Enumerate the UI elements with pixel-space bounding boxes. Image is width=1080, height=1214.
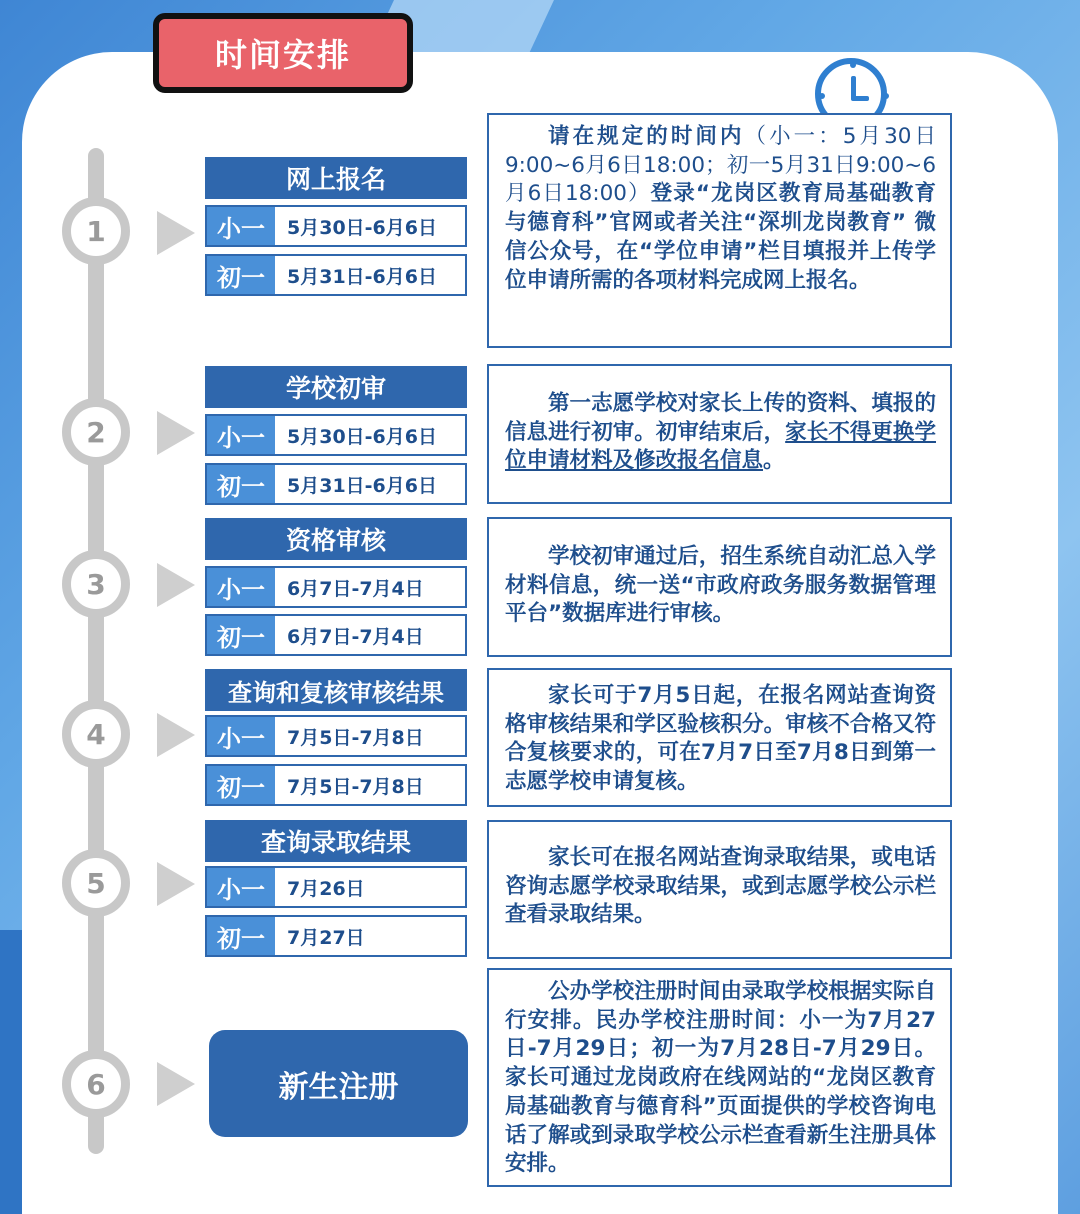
date-row bbox=[205, 566, 467, 608]
grade-label: 小一 bbox=[207, 416, 275, 454]
step-number: 2 bbox=[62, 398, 130, 466]
date-row bbox=[205, 764, 467, 806]
step-number: 5 bbox=[62, 849, 130, 917]
page-title: 时间安排 bbox=[214, 36, 351, 74]
stage-description: 公办学校注册时间由录取学校根据实际自行安排。民办学校注册时间：小一为7月27日-7月29日；初一为7月28日-7月29日。家长可通过龙岗政府在线网站的“龙岗区教育局基础教育与德育科”页面提供的学校咨询电话了解或到录取学校公示栏查看新生注册具体安排。 bbox=[487, 968, 952, 1187]
date-range: 6月7日-7月4日 bbox=[287, 577, 424, 600]
clock-tick bbox=[850, 62, 856, 68]
stage-description: 家长可在报名网站查询录取结果，或电话咨询志愿学校录取结果，或到志愿学校公示栏查看录取结果。 bbox=[487, 820, 952, 959]
grade-label: 小一 bbox=[207, 568, 275, 606]
grade-label: 小一 bbox=[207, 717, 275, 755]
clock-tick bbox=[883, 93, 889, 99]
arrow-right-icon bbox=[157, 862, 195, 906]
date-row bbox=[205, 915, 467, 957]
stage-title: 资格审核 bbox=[205, 518, 467, 560]
date-row bbox=[205, 414, 467, 456]
date-range: 7月5日-7月8日 bbox=[287, 726, 424, 749]
date-range: 5月31日-6月6日 bbox=[287, 265, 437, 288]
step-number: 1 bbox=[62, 197, 130, 265]
stage-title: 查询和复核审核结果 bbox=[205, 669, 467, 711]
step-number: 3 bbox=[62, 550, 130, 618]
stage-description: 第一志愿学校对家长上传的资料、填报的信息进行初审。初审结束后，家长不得更换学位申请材料及修改报名信息。 bbox=[487, 364, 952, 504]
stage-description: 学校初审通过后，招生系统自动汇总入学材料信息，统一送“市政府政务服务数据管理平台”数据库进行审核。 bbox=[487, 517, 952, 657]
date-range: 5月31日-6月6日 bbox=[287, 474, 437, 497]
date-row bbox=[205, 463, 467, 505]
new-student-registration: 新生注册 bbox=[209, 1030, 468, 1137]
date-range: 7月26日 bbox=[287, 877, 365, 900]
grade-label: 小一 bbox=[207, 868, 275, 906]
date-range: 6月7日-7月4日 bbox=[287, 625, 424, 648]
step-number: 4 bbox=[62, 700, 130, 768]
arrow-right-icon bbox=[157, 1062, 195, 1106]
arrow-right-icon bbox=[157, 211, 195, 255]
step-number: 6 bbox=[62, 1050, 130, 1118]
grade-label: 初一 bbox=[207, 616, 275, 654]
grade-label: 初一 bbox=[207, 256, 275, 294]
stage-description: 请在规定的时间内（小一：5月30日9:00~6月6日18:00；初一5月31日9:00~6月6日18:00）登录“龙岗区教育局基础教育与德育科”官网或者关注“深圳龙岗教育” 微信公众号，在“学位申请”栏目填报并上传学位申请所需的各项材料完成网上报名。 bbox=[487, 113, 952, 348]
grade-label: 小一 bbox=[207, 207, 275, 245]
title-tab bbox=[153, 13, 413, 93]
grade-label: 初一 bbox=[207, 766, 275, 804]
grade-label: 初一 bbox=[207, 465, 275, 503]
stage-title: 网上报名 bbox=[205, 157, 467, 199]
date-row bbox=[205, 866, 467, 908]
date-range: 5月30日-6月6日 bbox=[287, 425, 437, 448]
timeline-line bbox=[88, 148, 104, 1154]
date-range: 7月27日 bbox=[287, 926, 365, 949]
stage-description: 家长可于7月5日起，在报名网站查询资格审核结果和学区验核积分。审核不合格又符合复核要求的，可在7月7日至7月8日到第一志愿学校申请复核。 bbox=[487, 668, 952, 807]
grade-label: 初一 bbox=[207, 917, 275, 955]
stage-title: 查询录取结果 bbox=[205, 820, 467, 862]
date-range: 7月5日-7月8日 bbox=[287, 775, 424, 798]
arrow-right-icon bbox=[157, 713, 195, 757]
clock-tick bbox=[819, 93, 825, 99]
arrow-right-icon bbox=[157, 411, 195, 455]
clock-hand bbox=[851, 96, 869, 101]
date-row bbox=[205, 254, 467, 296]
date-row bbox=[205, 205, 467, 247]
date-range: 5月30日-6月6日 bbox=[287, 216, 437, 239]
date-row bbox=[205, 715, 467, 757]
date-row bbox=[205, 614, 467, 656]
arrow-right-icon bbox=[157, 563, 195, 607]
stage-title: 学校初审 bbox=[205, 366, 467, 408]
